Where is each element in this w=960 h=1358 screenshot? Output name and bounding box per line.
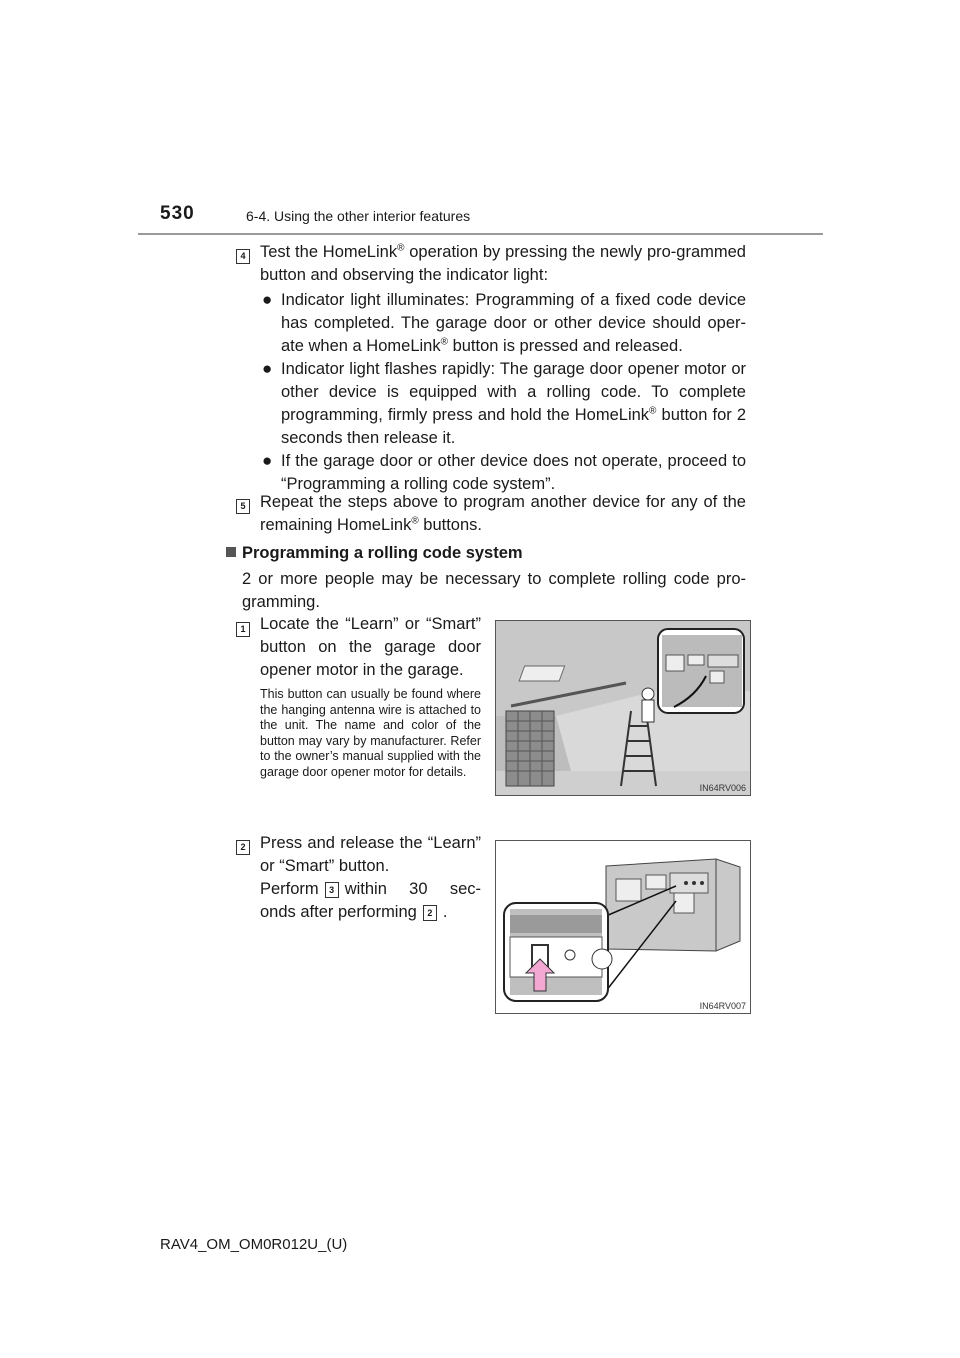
learn-button-illustration bbox=[495, 840, 751, 1014]
garage-opener-illustration bbox=[495, 620, 751, 796]
step-4-text bbox=[260, 241, 746, 287]
page-number: 530 bbox=[160, 203, 195, 224]
bullet-2-text-b: button for 2 seconds then release it. bbox=[281, 406, 747, 447]
subheading bbox=[226, 542, 523, 565]
step-number-2: 2 bbox=[236, 840, 250, 855]
bullet-icon: ● bbox=[262, 451, 273, 470]
opener-unit-icon bbox=[496, 841, 750, 1013]
footer-doc-id: RAV4_OM_OM0R012U_(U) bbox=[160, 1236, 348, 1253]
perform-text-a: Perform bbox=[260, 880, 319, 898]
perform-end: . bbox=[442, 903, 448, 921]
step-5-text-b: buttons. bbox=[418, 516, 482, 534]
step-1-note: This button can usually be found where the hanging antenna wire is attached to the unit. The name and color of the button may vary by manufacturer. Refer to the owner’s manual supplied with the garage door opener motor for details. bbox=[260, 687, 481, 779]
bullet-1 bbox=[281, 289, 746, 358]
figure-code: IN64RV007 bbox=[699, 1001, 746, 1011]
step-4-text-a: Test the HomeLink bbox=[260, 243, 398, 261]
perform-text-b: within 30 sec-onds after performing bbox=[260, 880, 481, 921]
bullet-1-text-a: Indicator light illuminates: Programming of a fixed code device has completed. The garage door or other device should oper-ate when a HomeLink bbox=[281, 291, 746, 355]
step-2-text: Press and release the “Learn” or “Smart” button. bbox=[260, 834, 481, 875]
registered-mark: ® bbox=[649, 405, 657, 417]
section-title: 6-4. Using the other interior features bbox=[246, 208, 471, 224]
square-bullet-icon bbox=[226, 547, 236, 557]
step-number-4: 4 bbox=[236, 249, 250, 264]
figure-code: IN64RV006 bbox=[699, 783, 746, 793]
step-1-text: Locate the “Learn” or “Smart” button on the garage door opener motor in the garage. bbox=[260, 615, 481, 679]
bullet-icon: ● bbox=[262, 290, 273, 309]
step-5-text bbox=[260, 491, 746, 537]
step-number-1: 1 bbox=[236, 622, 250, 637]
registered-mark: ® bbox=[397, 242, 405, 254]
rolling-intro: 2 or more people may be necessary to complete rolling code pro-gramming. bbox=[242, 570, 746, 611]
bullet-2 bbox=[281, 358, 746, 450]
registered-mark: ® bbox=[440, 336, 448, 348]
step-ref-2: 2 bbox=[423, 905, 437, 921]
subheading-text: Programming a rolling code system bbox=[242, 544, 523, 562]
bullet-2-text-a: Indicator light flashes rapidly: The garage door opener motor or other device is equipped with a rolling code. To complete programming, firmly press and hold the HomeLink bbox=[281, 360, 746, 424]
garage-scene-icon bbox=[496, 621, 750, 795]
bullet-icon: ● bbox=[262, 359, 273, 378]
step-number-5: 5 bbox=[236, 499, 250, 514]
step-4-text-b: operation by pressing the newly pro-grammed button and observing the indicator light: bbox=[260, 243, 746, 284]
step-ref-3: 3 bbox=[325, 882, 339, 898]
step-5-text-a: Repeat the steps above to program another device for any of the remaining HomeLink bbox=[260, 493, 746, 534]
header-rule bbox=[138, 233, 823, 235]
bullet-3: If the garage door or other device does not operate, proceed to “Programming a rolling code system”. bbox=[281, 452, 746, 493]
registered-mark: ® bbox=[411, 515, 419, 527]
step-2-perform bbox=[260, 878, 481, 924]
bullet-1-text-b: button is pressed and released. bbox=[447, 337, 683, 355]
